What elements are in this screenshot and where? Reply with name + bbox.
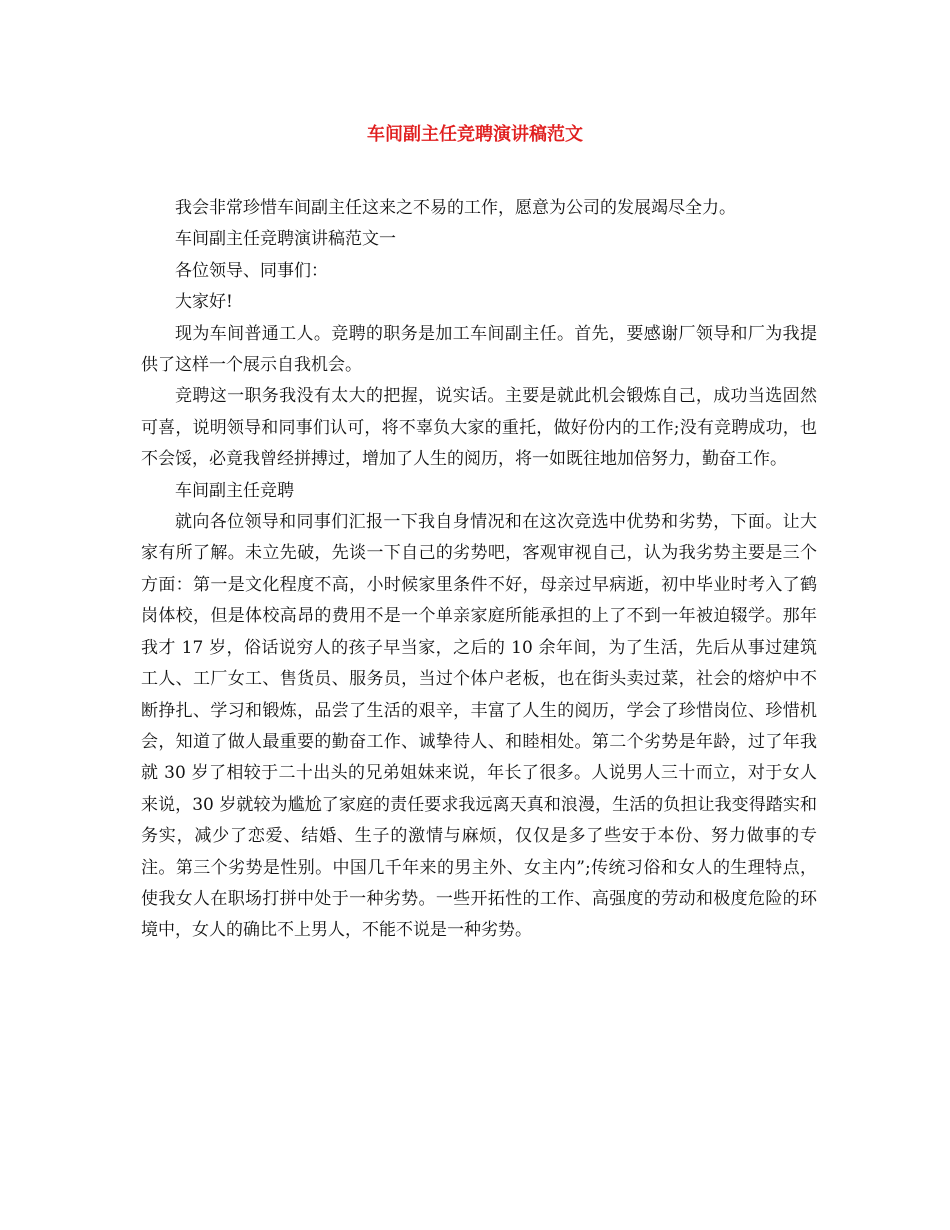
paragraph-motivation: 竞聘这一职务我没有太大的把握，说实话。主要是就此机会锻炼自己，成功当选固然可喜，说明领导和同事们认可，将不辜负大家的重托，做好份内的工作;没有竞聘成功，也不会馁，必竟我曾经拼搏过，增加了人生的阅历，将一如既往地加倍努力，勤奋工作。 [141,386,817,470]
document-body [141,193,817,947]
document-title: 车间副主任竞聘演讲稿范文 [367,124,583,145]
paragraph-subtitle: 车间副主任竞聘演讲稿范文一 [175,229,396,250]
paragraph-salutation: 各位领导、同事们： [175,260,328,281]
paragraph-intro: 我会非常珍惜车间副主任这来之不易的工作，愿意为公司的发展竭尽全力。 [175,198,736,218]
paragraph-position: 现为车间普通工人。竞聘的职务是加工车间副主任。首先，要感谢厂领导和厂为我提供了这样一个展示自我机会。 [141,323,817,376]
paragraph-weaknesses: 就向各位领导和同事们汇报一下我自身情况和在这次竞选中优势和劣势，下面。让大家有所了解。未立先破，先谈一下自己的劣势吧，客观审视自己，认为我劣势主要是三个方面：第一是文化程度不高，小时候家里条件不好，母亲过早病逝，初中毕业时考入了鹤岗体校，但是体校高昂的费用不是一个单亲家庭所能承担的上了不到一年被迫辍学。那年我才 17 岁，俗话说穷人的孩子早当家，之后的 10 余年间，为了生活，先后从事过建筑工人、工厂女工、售货员、服务员，当过个体户老板，也在街头卖过菜，社会的熔炉中不断挣扎、学习和锻炼，品尝了生活的艰辛，丰富了人生的阅历，学会了珍惜岗位、珍惜机会，知道了做人最重要的勤奋工作、诚挚待人、和睦相处。第二个劣势是年龄，过了年我就 30 岁了相较于二十出头的兄弟姐妹来说，年长了很多。人说男人三十而立，对于女人来说，30 岁就较为尴尬了家庭的责任要求我远离天真和浪漫，生活的负担让我变得踏实和务实，减少了恋爱、结婚、生子的激情与麻烦，仅仅是多了些安于本份、努力做事的专注。第三个劣势是性别。中国几千年来的男主外、女主内”;传统习俗和女人的生理特点，使我女人在职场打拼中处于一种劣势。一些开拓性的工作、高强度的劳动和极度危险的环境中，女人的确比不上男人，不能不说是一种劣势。 [141,512,817,941]
paragraph-greeting: 大家好! [175,292,233,313]
paragraph-section-heading: 车间副主任竞聘 [175,480,294,501]
